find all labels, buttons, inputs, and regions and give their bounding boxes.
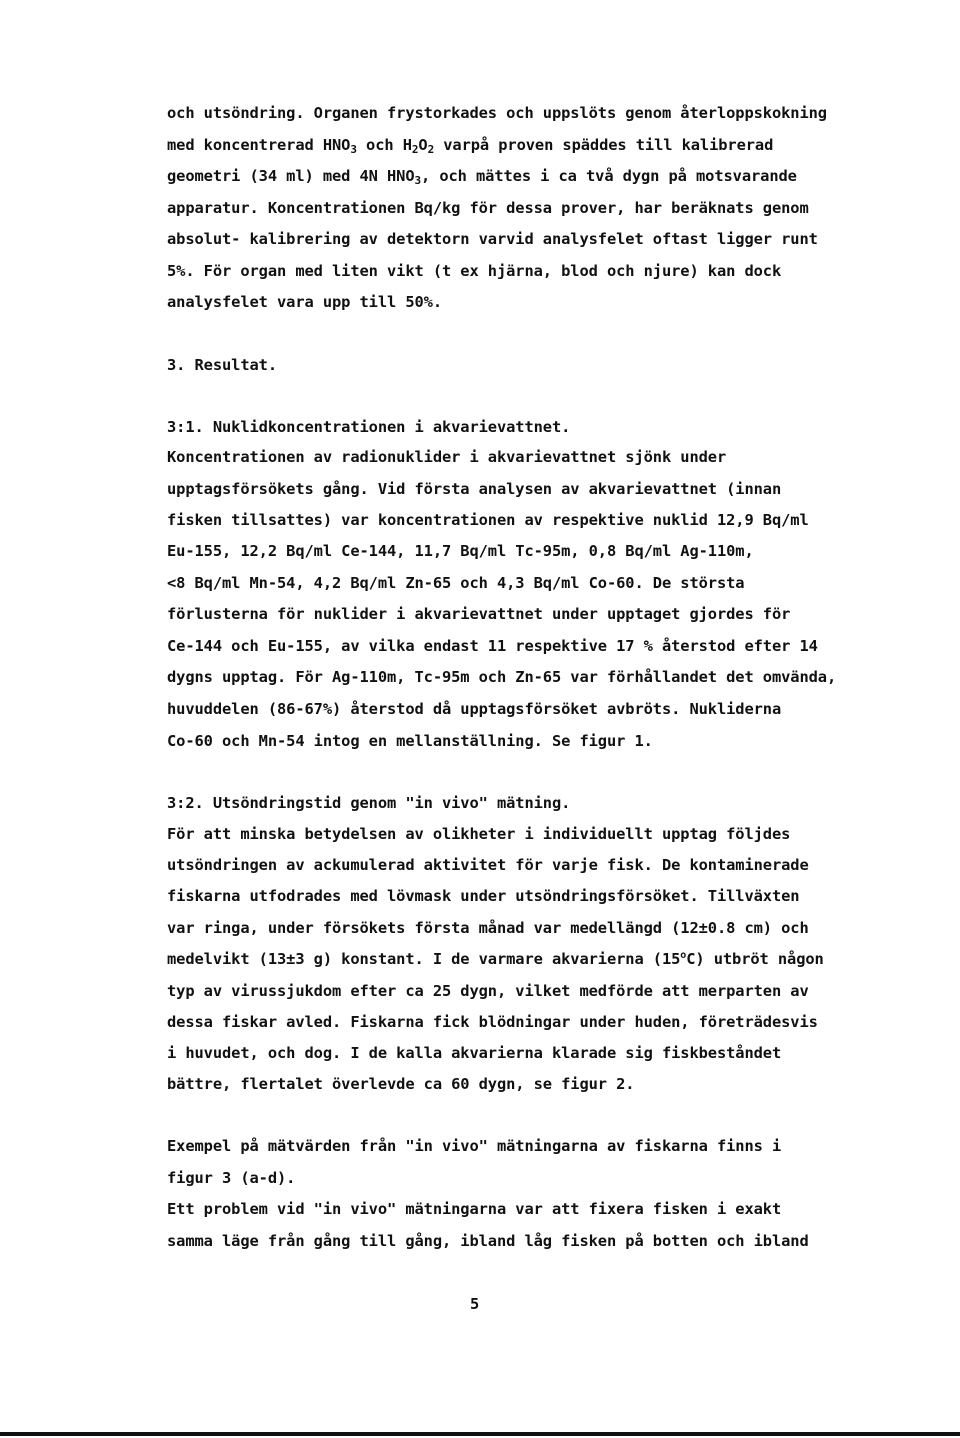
text-line: typ av virussjukdom efter ca 25 dygn, vilket medförde att merparten av [167, 982, 809, 1000]
text-run: geometri (34 ml) med 4N HNO [167, 167, 415, 185]
text-line: <8 Bq/ml Mn-54, 4,2 Bq/ml Zn-65 och 4,3 Bq/ml Co-60. De största [167, 574, 745, 592]
text-line: var ringa, under försökets första månad var medellängd (12±0.8 cm) och [167, 919, 809, 937]
text-run: med koncentrerad HNO [167, 136, 351, 154]
superscript: o [680, 950, 687, 961]
text-line: Co-60 och Mn-54 intog en mellanställning. Se figur 1. [167, 732, 653, 750]
text-line: förlusterna för nuklider i akvarievattnet under upptaget gjordes för [167, 605, 791, 623]
text-line: upptagsförsökets gång. Vid första analysen av akvarievattnet (innan [167, 480, 782, 498]
text-line: Ett problem vid "in vivo" mätningarna var att fixera fisken i exakt [167, 1200, 782, 1218]
text-line: fiskarna utfodrades med lövmask under utsöndringsförsöket. Tillväxten [167, 887, 800, 905]
text-line: analysfelet vara upp till 50%. [167, 293, 442, 311]
text-line: 5%. För organ med liten vikt (t ex hjärna, blod och njure) kan dock [167, 262, 782, 280]
text-run: C) utbröt någon [686, 950, 824, 968]
text-line: För att minska betydelsen av olikheter i individuellt upptag följdes [167, 825, 791, 843]
bottom-rule [0, 1432, 960, 1436]
text-line [167, 135, 773, 155]
text-line: dessa fiskar avled. Fiskarna fick blödningar under huden, företrädesvis [167, 1013, 818, 1031]
text-run: , och mättes i ca två dygn på motsvarande [421, 167, 797, 185]
text-line: absolut- kalibrering av detektorn varvid analysfelet oftast ligger runt [167, 230, 818, 248]
text-run: varpå proven späddes till kalibrerad [434, 136, 774, 154]
text-line: fisken tillsattes) var koncentrationen av respektive nuklid 12,9 Bq/ml [167, 511, 809, 529]
text-run: medelvikt (13±3 g) konstant. I de varmare akvarierna (15 [167, 950, 681, 968]
text-run: och H [356, 136, 412, 154]
text-line: Eu-155, 12,2 Bq/ml Ce-144, 11,7 Bq/ml Tc-95m, 0,8 Bq/ml Ag-110m, [167, 542, 754, 560]
page-number: 5 [470, 1295, 480, 1313]
text-line: samma läge från gång till gång, ibland låg fisken på botten och ibland [167, 1232, 809, 1250]
text-line: Exempel på mätvärden från "in vivo" mätningarna av fiskarna finns i [167, 1137, 782, 1155]
subscript: 3 [414, 174, 422, 187]
text-line: bättre, flertalet överlevde ca 60 dygn, se figur 2. [167, 1075, 635, 1093]
text-line: utsöndringen av ackumulerad aktivitet för varje fisk. De kontaminerade [167, 856, 809, 874]
text-line [167, 949, 824, 969]
subscript: 2 [411, 143, 419, 156]
text-line: Ce-144 och Eu-155, av vilka endast 11 respektive 17 % återstod efter 14 [167, 637, 818, 655]
text-line: figur 3 (a-d). [167, 1169, 296, 1187]
text-line: dygns upptag. För Ag-110m, Tc-95m och Zn-65 var förhållandet det omvända, [167, 668, 837, 686]
section-heading: 3. Resultat. [167, 356, 277, 374]
subscript: 2 [427, 143, 435, 156]
subsection-heading: 3:2. Utsöndringstid genom "in vivo" mätning. [167, 794, 571, 812]
text-line: huvuddelen (86-67%) återstod då upptagsförsöket avbröts. Nukliderna [167, 700, 782, 718]
subsection-heading: 3:1. Nuklidkoncentrationen i akvarievattnet. [167, 418, 571, 436]
text-line: i huvudet, och dog. I de kalla akvarierna klarade sig fiskbeståndet [167, 1044, 782, 1062]
subscript: 3 [350, 143, 357, 156]
text-run: O [418, 136, 428, 154]
text-line: och utsöndring. Organen frystorkades och uppslöts genom återloppskokning [167, 104, 827, 122]
text-line [167, 166, 797, 186]
text-line: apparatur. Koncentrationen Bq/kg för dessa prover, har beräknats genom [167, 199, 809, 217]
text-line: Koncentrationen av radionuklider i akvarievattnet sjönk under [167, 448, 727, 466]
